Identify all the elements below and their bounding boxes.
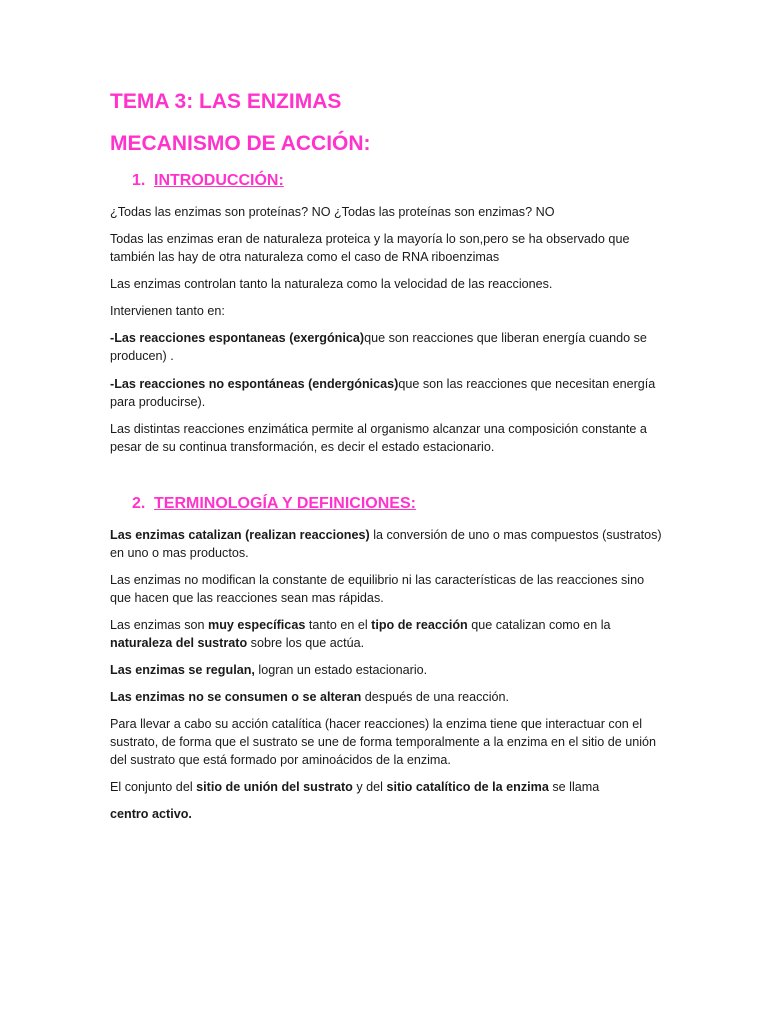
text: que catalizan como en la [467, 618, 611, 632]
text: El conjunto del [110, 780, 197, 794]
paragraph [110, 616, 665, 652]
paragraph: Todas las enzimas eran de naturaleza proteica y la mayoría lo son,pero se ha observado que también las hay de otra naturaleza como el caso de RNA riboenzimas [110, 232, 630, 264]
paragraph: ¿Todas las enzimas son proteínas? NO ¿Todas las proteínas son enzimas? NO [110, 205, 555, 219]
paragraph: Las enzimas controlan tanto la naturaleza como la velocidad de las reacciones. [110, 277, 553, 291]
bold-text: sitio catalítico de la enzima [386, 780, 549, 794]
text: la conversión de uno o mas compuestos (sustratos) en uno o mas productos. [110, 528, 662, 560]
section-number: 2. [132, 495, 146, 512]
text: que son las reacciones que necesitan energía para producirse). [110, 377, 656, 409]
text: después de una reacción. [361, 690, 510, 704]
text: logran un estado estacionario. [254, 663, 428, 677]
bold-text: tipo de reacción [371, 618, 468, 632]
bold-text: Las enzimas se regulan, [110, 663, 255, 677]
text: y del [352, 780, 387, 794]
bold-text: -Las reacciones espontaneas (exergónica) [110, 331, 365, 345]
paragraph [110, 778, 665, 796]
bold-text: -Las reacciones no espontáneas (endergónicas) [110, 377, 399, 391]
bold-text: Las enzimas no se consumen o se alteran [110, 690, 362, 704]
section-heading-terminologia [132, 494, 416, 514]
paragraph [110, 688, 665, 706]
bold-text: muy específicas [208, 618, 306, 632]
paragraph [110, 805, 665, 823]
paragraph [110, 375, 665, 411]
paragraph [110, 661, 665, 679]
bold-text: Las enzimas catalizan (realizan reacciones) [110, 528, 370, 542]
text: que son reacciones que liberan energía cuando se producen) . [110, 331, 647, 363]
paragraph: Las enzimas no modifican la constante de equilibrio ni las características de las reacciones sino que hacen que las reacciones sean mas rápidas. [110, 573, 645, 605]
text: tanto en el [305, 618, 372, 632]
text: Las enzimas son [110, 618, 209, 632]
section-heading-introduccion [132, 171, 284, 191]
paragraph [110, 329, 665, 365]
paragraph: Para llevar a cabo su acción catalítica (hacer reacciones) la enzima tiene que interactuar con el sustrato, de forma que el sustrato se une de forma temporalmente a la enzima en el sitio de unión del sustrato que está formado por aminoácidos de la enzima. [110, 717, 657, 767]
document-title: TEMA 3: LAS ENZIMAS [110, 90, 342, 113]
paragraph: Las distintas reacciones enzimática permite al organismo alcanzar una composición constante a pesar de su continua transformación, es decir el estado estacionario. [110, 422, 647, 454]
paragraph: Intervienen tanto en: [110, 304, 225, 318]
section-title: INTRODUCCIÓN: [154, 172, 284, 189]
document-subtitle: MECANISMO DE ACCIÓN: [110, 132, 371, 155]
bold-text: sitio de unión del sustrato [196, 780, 353, 794]
paragraph [110, 526, 665, 562]
bold-text: naturaleza del sustrato [110, 636, 248, 650]
bold-text: centro activo. [110, 807, 192, 821]
section-number: 1. [132, 172, 146, 189]
text: se llama [548, 780, 600, 794]
section-title: TERMINOLOGÍA Y DEFINICIONES: [154, 495, 416, 512]
text: sobre los que actúa. [247, 636, 365, 650]
